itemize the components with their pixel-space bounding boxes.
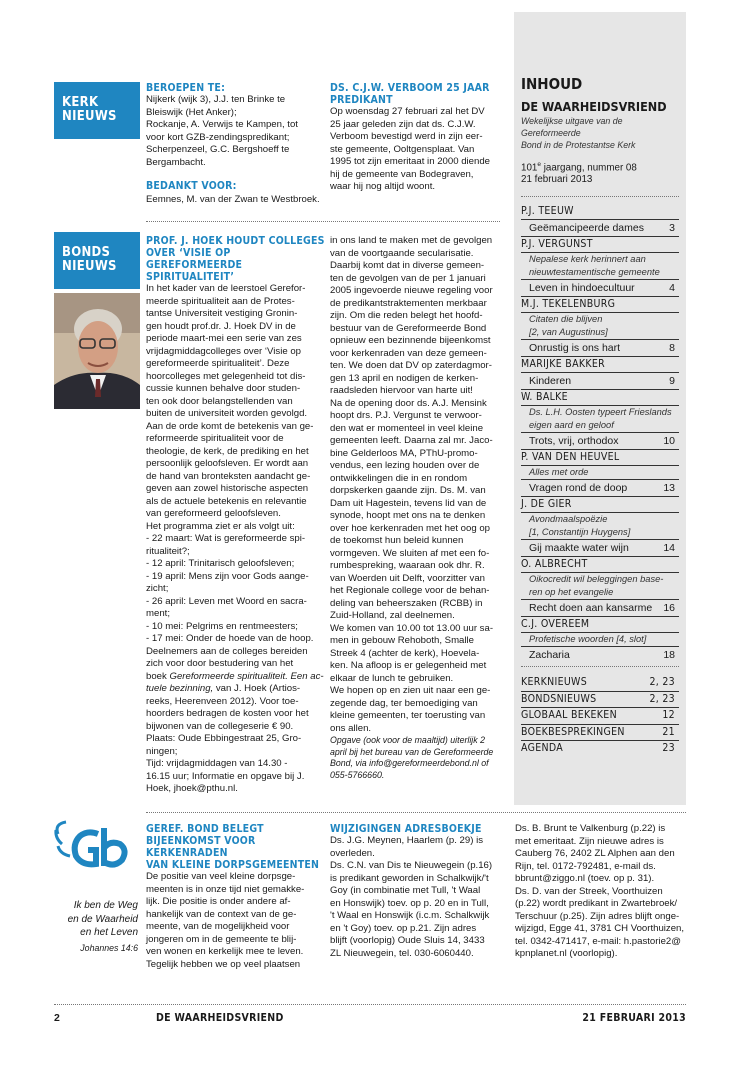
toc-entry-page: 13 (663, 482, 675, 495)
toc-entry-title: Vragen rond de doop (529, 482, 628, 495)
bijeenkomst-note: Opgave (ook voor de maaltijd) uiterlijk 2 april bij het bureau van de Gereformeerde Bond, via info@gereformeerdebond.nl of 055-5766660. (330, 735, 494, 780)
section-pages: 12 (662, 709, 675, 722)
portrait-photo (54, 293, 140, 409)
toc-author: C.J. OVEREEM (521, 617, 679, 633)
toc-entry-page: 3 (669, 222, 675, 235)
adres-body: Ds. J.G. Meynen, Haarlem (p. 29) is overleden. Ds. C.N. van Dis te Nieuwegein (p.16) is predikant geworden in Schalkwijk/'t Goy (in combinatie met Tull, 't Waal en Honswijk) toev. op p. 20 en in Tull, 't Waal en Honswijk (i.c.m. Schalkwijk en 't Goy) toev. op p.21. Zijn adres blijft (voorlopig) Oude Sluis 14, 3433 ZL Nieuwegein, tel. 030-6060440. (330, 835, 493, 959)
bijeenkomst-body-continued: in ons land te maken met de gevolgen van de voortgaande secularisatie. Daarbij komt dat in diverse gemeen- ten de gevolgen van de per 1 januari 2005 ingevoerde nieuwe regeling voor de predikantstraktementen merkbaar zijn. Om die reden belegt het hoofd- bestuur van de Gereformeerde Bond opnieuw een bezinnende bijeenkomst voor kerkenraden van deze gemeen- ten. We doen dat DV op zaterdagmor- gen 13 april en nodigen de kerken- raadsleden hiervoor van harte uit! Na de opening door ds. A.J. Mensink hoopt drs. P.J. Vergunst te verwoor- den wat er momenteel in veel kleine gemeenten leeft. Daarna zal mr. Jaco- bine Gelderloos MA, PThU-promo- vendus, een lezing houden over de ontwikkelingen die in en rondom dorpskerken gaande zijn. Ds. M. van Dam uit Hagestein, tevens lid van de synode, hoopt met ons na te denken over hoe kerkenraden met het oog op de toekomst hun beleid kunnen vormgeven. We sluiten af met een fo- rumbespreking, waaraan ook dhr. R. van Woerden uit Delft, voorzitter van het Regionale college voor de behan- deling van beheerszaken (RCBB) in Zuid-Holland, zal deelnemen. We komen van 10.00 tot 13.00 uur sa- men in gebouw Rehoboth, Smalle Streek 4 (achter de kerk), Hoevela- ken. Na afloop is er gelegenheid met elkaar de lunch te gebruiken. We hopen op en zien uit naar een ge- zegende dag, ter bemoediging van kleine gemeenten, ter toerusting van ons allen. (330, 235, 494, 734)
section-name: GLOBAAL BEKEKEN (521, 709, 617, 722)
divider-1 (146, 221, 500, 222)
bijeenkomst-body: De positie van veel kleine dorpsge- meenten is in onze tijd niet gemakke- lijk. Die positie is onder andere af- hankelijk van de context van de ge- meente, van de mogelijkheid voor jongeren om in de gemeente te blij- ven wonen en kerkelijk mee te leven. Tegelijk hebben we op veel plaatsen (146, 871, 305, 970)
verboom-body: Op woensdag 27 februari zal het DV 25 jaar geleden zijn dat ds. C.J.W. Verboom bevestigd werd in zijn eer- ste gemeente, Ooltgensplaat. Van 1995 tot zijn emeritaat in 2000 diende hij de gemeente van Bodegraven, waar hij nog altijd woont. (330, 106, 491, 192)
inhoud-date: 21 februari 2013 (521, 174, 593, 186)
sections-list (521, 675, 679, 757)
toc-subtitle: Nepalese kerk herinnert aan nieuwtestamentische gemeente (521, 253, 679, 280)
toc-entry[interactable] (521, 280, 679, 297)
toc-subtitle: Alles met orde (521, 466, 679, 480)
toc-author: P.J. TEEUW (521, 204, 679, 220)
bijeenkomst-heading: GEREF. BOND BELEGT BIJEENKOMST VOOR KERKENRADEN VAN KLEINE DORPSGEMEENTEN (146, 823, 320, 871)
bedankt-body: Eemnes, M. van der Zwan te Westbroek. (146, 194, 320, 205)
section-entry[interactable] (521, 692, 679, 709)
gb-logo (52, 820, 140, 880)
section-entry[interactable] (521, 675, 679, 692)
toc-entry[interactable] (521, 433, 679, 450)
toc-list (521, 204, 679, 663)
section-entry[interactable] (521, 725, 679, 742)
adres-heading: WIJZIGINGEN ADRESBOEKJE (330, 823, 482, 835)
toc-entry-title: Recht doen aan kansarme (529, 602, 653, 615)
section-pages: 23 (662, 742, 675, 755)
toc-entry-page: 18 (663, 649, 675, 662)
toc-sections-divider (521, 666, 679, 667)
section-pages: 2, 23 (649, 692, 675, 705)
toc-entry-page: 8 (669, 342, 675, 355)
beroepen-article (146, 82, 324, 207)
toc-entry[interactable] (521, 600, 679, 617)
inhoud-panel (521, 75, 679, 757)
toc-entry-title: Geëmancipeerde dames (529, 222, 644, 235)
inhoud-jaargang: 101e jaargang, nummer 08 (521, 161, 637, 174)
verboom-heading: DS. C.J.W. VERBOOM 25 JAAR PREDIKANT (330, 82, 490, 106)
toc-entry-page: 16 (663, 602, 675, 615)
toc-author: P. VAN DEN HEUVEL (521, 450, 679, 466)
footer-date: 21 FEBRUARI 2013 (582, 1012, 686, 1024)
section-pages: 2, 23 (649, 676, 675, 689)
inhoud-divider (521, 196, 679, 197)
toc-entry-page: 10 (663, 435, 675, 448)
toc-entry[interactable] (521, 373, 679, 390)
beroepen-body: Nijkerk (wijk 3), J.J. ten Brinke te Bleiswijk (Het Anker); Rockanje, A. Verwijs te Kampen, tot voor kort GZB-zendingspredikant; Scherpenzeel, G.C. Bergshoeff te Bergambacht. (146, 94, 298, 168)
toc-subtitle: Avondmaalspoëzie [1, Constantijn Huygens] (521, 513, 679, 540)
footer-magazine: DE WAARHEIDSVRIEND (156, 1012, 284, 1024)
footer-rule (54, 1004, 686, 1005)
bijeenkomst-continued (330, 235, 510, 781)
section-name: BONDSNIEUWS (521, 692, 597, 705)
verboom-article (330, 82, 508, 194)
section-name: AGENDA (521, 742, 563, 755)
beroepen-heading: BEROEPEN TE: (146, 82, 226, 94)
toc-author: P.J. VERGUNST (521, 237, 679, 253)
bondsnieuws-label: BONDS NIEUWS (54, 232, 140, 289)
hoek-article (146, 235, 326, 796)
section-entry[interactable] (521, 708, 679, 725)
toc-author: M.J. TEKELENBURG (521, 297, 679, 313)
toc-entry[interactable] (521, 220, 679, 237)
hoek-heading: PROF. J. HOEK HOUDT COLLEGES OVER ‘VISIE OP GEREFORMEERDE SPIRITUALITEIT’ (146, 235, 325, 283)
inhoud-description: Wekelijkse uitgave van de Gereformeerde Bond in de Protestantse Kerk (521, 116, 636, 150)
section-name: BOEKBESPREKINGEN (521, 725, 625, 738)
toc-subtitle: Citaten die blijven [2, van Augustinus] (521, 313, 679, 340)
toc-entry-page: 9 (669, 375, 675, 388)
logo-quote: Ik ben de Weg en de Waarheid en het Leven (67, 900, 138, 938)
toc-entry-title: Leven in hindoecultuur (529, 282, 635, 295)
toc-entry-title: Zacharia (529, 649, 570, 662)
toc-entry[interactable] (521, 647, 679, 663)
toc-subtitle: Ds. L.H. Oosten typeert Frieslands eigen aard en geloof (521, 406, 679, 433)
logo-reference: Johannes 14:6 (80, 943, 138, 953)
section-name: KERKNIEUWS (521, 676, 587, 689)
section-pages: 21 (662, 725, 675, 738)
toc-author: W. BALKE (521, 390, 679, 406)
adres-body-column3: Ds. B. Brunt te Valkenburg (p.22) is met emeritaat. Zijn nieuwe adres is Cauberg 76, 2402 ZL Alphen aan den Rijn, tel. 0172-792481, e-mail ds. bbrunt@ziggo.nl (toev. op p. 31). Ds. D. van der Streek, Voorthuizen (p.22) wordt predikant in Zwartebroek/ Terschuur (p.25). Zijn adres blijft onge- wijzigd, Egge 41, 3781 CH Voorthuizen, tel. 0342-471417, e-mail: h.pastorie2@ kpnplanet.nl (voorlopig). (515, 823, 685, 959)
kerknieuws-label: KERK NIEUWS (54, 82, 140, 139)
inhoud-subtitle: DE WAARHEIDSVRIEND (521, 99, 667, 114)
toc-subtitle: Oikocredit wil beleggingen base- ren op het evangelie (521, 573, 679, 600)
bedankt-heading: BEDANKT VOOR: (146, 180, 237, 192)
page-number: 2 (54, 1012, 60, 1024)
toc-entry-page: 14 (663, 542, 675, 555)
toc-entry-title: Kinderen (529, 375, 572, 388)
toc-subtitle: Profetische woorden [4, slot] (521, 633, 679, 647)
toc-entry-title: Trots, vrij, orthodox (529, 435, 619, 448)
adres-article (330, 823, 510, 960)
toc-entry-title: Gij maakte water wijn (529, 542, 629, 555)
toc-author: O. ALBRECHT (521, 557, 679, 573)
section-entry[interactable] (521, 741, 679, 757)
toc-entry-title: Onrustig is ons hart (529, 342, 621, 355)
bijeenkomst-article (146, 823, 326, 971)
divider-2 (146, 812, 686, 813)
toc-entry[interactable] (521, 540, 679, 557)
toc-entry[interactable] (521, 340, 679, 357)
toc-entry-page: 4 (669, 282, 675, 295)
inhoud-title: INHOUD (521, 75, 583, 93)
toc-author: J. DE GIER (521, 497, 679, 513)
toc-entry[interactable] (521, 480, 679, 497)
toc-author: MARIJKE BAKKER (521, 357, 679, 373)
hoek-body: In het kader van de leerstoel Gerefor- meerde spiritualiteit aan de Protes- tantse Universiteit vestiging Gronin- gen houdt prof.dr. J. Hoek DV in de periode maart-mei een serie van zes vrijdagmiddagcolleges over ‘Visie op gereformeerde spiritualiteit’. Deze hoorcolleges met gelegenheid tot dis- cussie kunnen behalve door studen- ten ook door belangstellenden van buiten de universiteit worden gevolgd. Aan de orde komt de betekenis van ge- reformeerde spiritualiteit voor de theologie, de kerk, de prediking en het persoonlijk geloofsleven. Er wordt aan de hand van bronteksten aandacht ge- geven aan zowel historische aspecten als de actuele betekenis en relevantie van gereformeerd geloofsleven. Het programma ziet er als volgt uit: - 22 maart: Wat is gereformeerde spi- ritualiteit?; - 12 april: Trinitarisch geloofsleven; - 19 april: Mens zijn voor Gods aange- zicht; - 26 april: Leven met Woord en sacra- ment; - 10 mei: Pelgrims en rentmeesters; - 17 mei: Onder de hoede van de hoop. Deelnemers aan de colleges bereiden zich voor door bestudering van het boek Gereformeerde spiritualiteit. Een ac- tuele bezinning, van J. Hoek (Artios- reeks, Heerenveen 2012). Voor toe- hoorders bedragen de kosten voor het bijwonen van de collegeserie € 90. Plaats: Oude Ebbingestraat 25, Gro- ningen; Tijd: vrijdagmiddagen van 14.30 - 16.15 uur; Informatie en opgave bij J. Hoek, jhoek@pthu.nl. (146, 283, 324, 794)
